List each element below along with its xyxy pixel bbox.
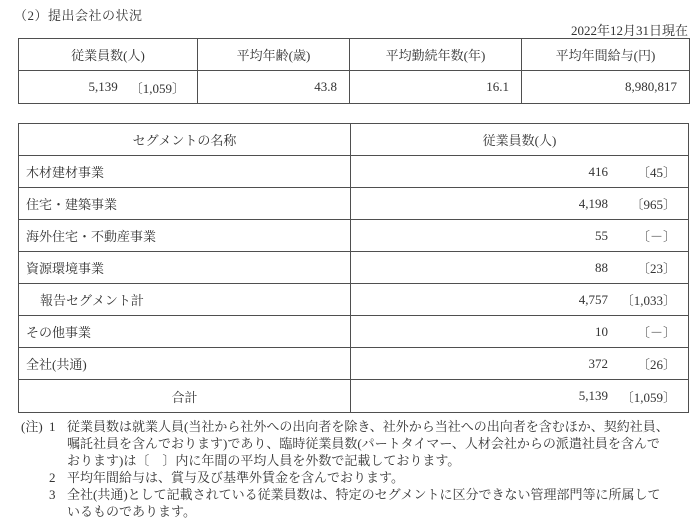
note-item-1 [21,418,700,469]
temp-employee-count: 〔45〕 [636,165,676,180]
note-line: 嘱託社員を含んでおります)であり、臨時従業員数(パートタイマー、人材会社からの派遣社員を含んで [67,436,660,451]
segment-header-employees: 従業員数(人) [351,124,688,156]
segment-label-total: 合計 [19,380,351,412]
temp-employee-count: 〔1,033〕 [620,293,676,308]
page-title: （2）提出会社の状況 [14,8,143,23]
table-row-value [351,348,688,380]
note-line: 平均年間給与は、賞与及び基準外賃金を含んでおります。 [67,470,404,485]
note-text [67,486,700,520]
table-row-value [351,188,688,220]
summary-header-avg-age: 平均年齢(歳) [198,39,350,71]
note-text [67,469,700,486]
summary-header-employees: 従業員数(人) [19,39,198,71]
note-number: 1 [49,419,56,434]
segment-label: 海外住宅・不動産事業 [19,220,351,252]
employee-count: 4,757 [578,291,608,307]
note-marker-spacer [21,486,49,520]
note-item-3 [21,486,700,520]
avg-tenure-value: 16.1 [350,71,522,103]
segment-label: 木材建材事業 [19,156,351,188]
summary-employees-cell [19,71,198,103]
note-item-2 [21,469,700,486]
note-text [67,418,700,469]
temp-employee-count: 〔－〕 [636,229,676,244]
table-row-value [351,156,688,188]
table-row-value [351,284,688,316]
note-line: いるものであります。 [67,504,196,519]
table-row-value [351,252,688,284]
note-line: 全社(共通)として記載されている従業員数は、特定のセグメントに区分できない管理部門等に所属して [67,487,661,502]
temp-employee-count: 〔－〕 [636,325,676,340]
note-line: 従業員数は就業人員(当社から社外への出向者を除き、社外から当社への出向者を含むほか、契約社員、 [67,419,669,434]
summary-header-avg-salary: 平均年間給与(円) [522,39,689,71]
segment-label: 資源環境事業 [19,252,351,284]
note-marker: (注) [21,419,43,434]
note-number: 3 [49,487,56,502]
note-marker-spacer [21,469,49,486]
segment-label-subtotal: 報告セグメント計 [19,284,351,316]
segment-table [18,123,689,413]
segment-label: その他事業 [19,316,351,348]
employee-count: 4,198 [578,195,608,211]
employee-count: 10 [595,323,608,339]
employee-count: 416 [588,163,608,179]
temp-employee-count: 〔965〕 [630,197,676,212]
avg-salary-value: 8,980,817 [625,79,677,94]
summary-table [18,38,690,104]
temp-employees-value: 〔1,059〕 [129,80,185,96]
employee-count: 5,139 [578,388,608,403]
note-number: 2 [49,470,56,485]
table-row-value [351,380,688,412]
temp-employee-count: 〔1,059〕 [620,389,676,405]
employees-value: 5,139 [88,79,118,94]
employee-count: 88 [595,259,608,275]
table-row-value [351,220,688,252]
employee-count: 55 [595,227,608,243]
table-row-value [351,316,688,348]
segment-label: 全社(共通) [19,348,351,380]
as-of-date: 2022年12月31日現在 [570,23,688,38]
temp-employee-count: 〔23〕 [636,261,676,276]
avg-age-value: 43.8 [198,71,350,103]
temp-employee-count: 〔26〕 [636,357,676,372]
segment-header-name: セグメントの名称 [19,124,351,156]
segment-label: 住宅・建築事業 [19,188,351,220]
note-line: おります)は〔 〕内に年間の平均人員を外数で記載しております。 [67,453,461,468]
summary-header-avg-tenure: 平均勤続年数(年) [350,39,522,71]
notes [21,418,700,520]
employee-count: 372 [588,355,608,371]
